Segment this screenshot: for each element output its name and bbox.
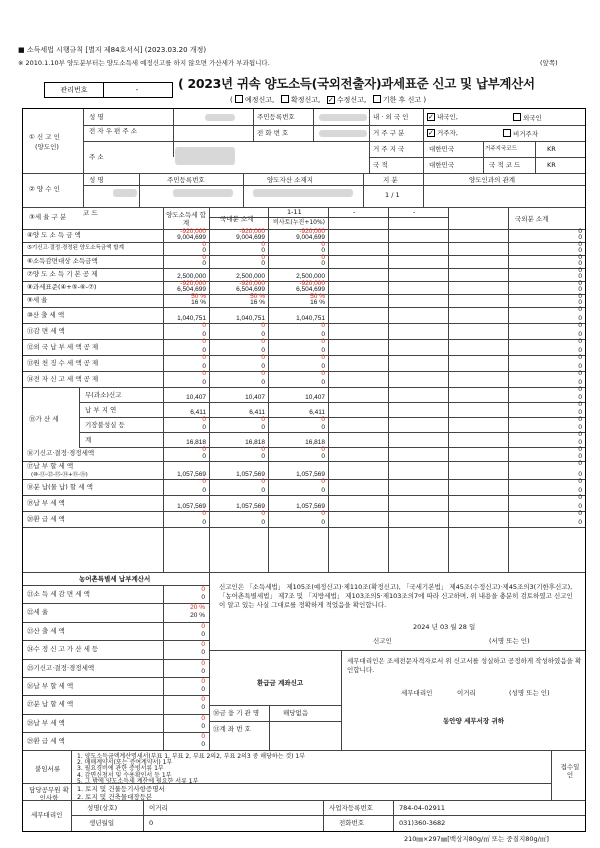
cell-value: 6,504,699 — [236, 286, 265, 293]
cell-value-zero: 0 — [321, 416, 325, 423]
cell-value-zero: 0 — [578, 293, 582, 300]
cell-value-zero: 0 — [202, 241, 206, 248]
cell-value: 6,411 — [249, 409, 265, 416]
refund-title: 환급금 계좌신고 — [257, 679, 304, 687]
cell-value-zero: 0 — [578, 424, 582, 431]
cell-value-zero: 0 — [321, 347, 325, 354]
cell-value-zero: 0 — [578, 370, 582, 377]
agri-value-zero: 0 — [201, 622, 205, 630]
form-title: ( 2023년 귀속 양도소득(국외전출자)과세표준 신고 및 납부계산서 — [178, 76, 535, 91]
cell-value-zero: 0 — [261, 478, 265, 485]
checkbox-icon[interactable] — [235, 95, 243, 103]
row-label: ⑫외 국 납 부 세 액 공 제 — [27, 343, 99, 351]
agri-value-zero: 0 — [201, 586, 205, 593]
cell-value-zero: 0 — [202, 322, 206, 329]
agri-value-zero: 0 — [201, 649, 205, 657]
cell-value-zero: 0 — [202, 510, 206, 517]
agent-biz-value: 784-04-02911 — [399, 804, 446, 812]
declaration-text: 신고인은 「소득세법」 제105조(예정신고)·제110조(확정신고), 「국세기본법」 제45조(수정신고)·제45조의3(기한후신고), 「농어촌특별세법」 제7조 및 「지방세법」 제103조의5·제103조의7에 따라 신고하며, 위 내용을 충분히 검토하였고 신고인이 알고 있는 사실 그대로를 정확하게 적었음을 확인합니다. — [219, 583, 573, 609]
redacted-id — [319, 114, 367, 121]
checkbox-icon[interactable] — [281, 95, 289, 103]
cell-value-zero: 0 — [202, 347, 206, 354]
transferee-location-label: 양도자산 소재지 — [267, 176, 314, 184]
cell-value-red: -920,000 — [180, 280, 206, 287]
nationality-opt1[interactable]: ✓ 내국인, — [427, 113, 458, 121]
cell-value-zero: 0 — [578, 347, 582, 354]
official-item: 2. 토지 및 건축물대장등본 — [77, 793, 153, 801]
residence-opt2[interactable]: 비거주자 — [503, 129, 538, 138]
agent-birth-label: 생년월일 — [89, 819, 115, 827]
row-label: ⑬원 천 징 수 세 액 공 제 — [27, 359, 99, 367]
cell-value-zero: 0 — [578, 338, 582, 345]
cell-value-zero: 0 — [261, 247, 265, 254]
cell-value: 16,818 — [305, 439, 325, 446]
transferee-share-label: 지 분 — [383, 176, 398, 184]
cell-value-zero: 0 — [202, 354, 206, 361]
cell-value-zero: 0 — [261, 446, 265, 453]
agent-biz-label: 사업자등록번호 — [329, 804, 373, 812]
country-code: KR — [547, 145, 556, 153]
cell-value-zero: 0 — [321, 363, 325, 370]
notice-text: ※ 2010.1.10부 양도분부터는 양도소득세 예정신고를 하지 않으면 가산세가 부과됩니다. — [18, 59, 270, 67]
row-label: 기장불성실 등 — [85, 421, 125, 429]
cell-value-red: -920,000 — [239, 280, 265, 287]
cell-value-zero: 0 — [261, 370, 265, 377]
declaration-date: 2024 년 03 월 28 일 — [413, 623, 476, 631]
cell-value-zero: 0 — [578, 379, 582, 386]
cell-value-zero: 0 — [261, 519, 265, 526]
cell-value: 10,407 — [245, 394, 265, 401]
cell-value-zero: 0 — [578, 510, 582, 517]
row-label: ⑤기신고·결정·경정된 양도소득금액 합계 — [27, 245, 124, 251]
cell-value: 9,004,699 — [236, 234, 265, 241]
cell-value: 9,004,699 — [177, 234, 206, 241]
cell-value-zero: 0 — [578, 471, 582, 478]
official-label: 담당공무원 확인사항 — [29, 786, 69, 802]
cell-value-zero: 0 — [578, 286, 582, 293]
fee-label: 접수일 인 — [560, 763, 580, 779]
cell-value-zero: 0 — [202, 424, 206, 431]
cell-value: 1,057,569 — [236, 503, 265, 510]
cell-value-zero: 0 — [321, 510, 325, 517]
agri-row-label: ㉓산 출 세 액 — [27, 626, 65, 635]
cell-value-zero: 0 — [321, 487, 325, 494]
agri-row-label: ㉑소 득 세 감 면 세 액 — [27, 590, 90, 598]
row-label: 납 부 지 연 — [85, 406, 117, 414]
cell-value-zero: 0 — [321, 354, 325, 361]
agri-value-zero: 0 — [201, 741, 205, 749]
row-label: ⑧과세표준(④+⑤-⑥-⑦) — [27, 283, 97, 291]
agri-rate: 20 % — [190, 612, 205, 620]
row-label: ⑨세 율 — [27, 296, 48, 304]
cell-value-zero: 0 — [578, 503, 582, 510]
total-col-label: 양도소득세 합 계 — [166, 211, 206, 227]
agri-value-zero: 0 — [201, 722, 205, 730]
cell-value-zero: 0 — [261, 322, 265, 329]
row-label: ⑲납 부 세 액 — [27, 499, 65, 507]
cell-value-zero: 0 — [261, 254, 265, 261]
agri-row-label: ㉕기신고·결정·경정세액 — [27, 663, 95, 672]
cell-value: 16 % — [310, 299, 325, 306]
row-label: ⑱분 납(물 납) 할 세 액 — [27, 483, 93, 491]
agri-value-zero: 0 — [201, 594, 205, 601]
redacted-field — [253, 189, 353, 197]
cell-value: 1,057,569 — [296, 503, 325, 510]
cell-value-zero: 0 — [578, 299, 582, 306]
row-label: ④양 도 소 득 금 액 — [27, 231, 81, 239]
cell-value-zero: 0 — [578, 247, 582, 254]
redacted-address — [175, 147, 235, 165]
form-body — [22, 108, 586, 832]
cell-value: 1,040,751 — [296, 315, 325, 322]
nat-code-label: 국 적 코 드 — [489, 161, 521, 169]
cell-value-zero: 0 — [578, 386, 582, 393]
cell-value-zero: 0 — [578, 431, 582, 438]
cell-value: 2,500,000 — [177, 273, 206, 280]
cell-value: 10,407 — [305, 394, 325, 401]
cell-value-zero: 0 — [578, 409, 582, 416]
nationality2-label: 국 적 — [373, 161, 388, 169]
cell-value-zero: 0 — [578, 478, 582, 485]
cell-value: 2,500,000 — [296, 273, 325, 280]
agent-name-label: 성명(상호) — [87, 804, 118, 812]
cell-value-zero: 0 — [578, 453, 582, 460]
choice-label: 확정신고, — [290, 96, 321, 104]
cell-value-zero: 0 — [578, 331, 582, 338]
cell-value-zero: 0 — [321, 241, 325, 248]
cell-value-zero: 0 — [202, 487, 206, 494]
row-label: ⑰납 부 할 세 액 — [27, 462, 74, 470]
cell-value-zero: 0 — [578, 487, 582, 494]
agri-value-zero: 0 — [201, 686, 205, 693]
agent-birth-value: 0 — [149, 819, 154, 827]
cell-value-zero: 0 — [261, 260, 265, 267]
checkbox-icon[interactable] — [503, 129, 511, 137]
cell-value-zero: 0 — [578, 460, 582, 467]
agri-row-label: ㉘납 부 세 액 — [27, 718, 65, 727]
cell-value-zero: 0 — [578, 446, 582, 453]
reporter-addr-label: 주 소 — [89, 153, 104, 161]
cell-value-red: -920,000 — [299, 228, 325, 235]
code-label: 코 드 — [83, 209, 98, 217]
agri-value-zero: 0 — [201, 641, 205, 649]
attachment-item: 1. 양도소득금액계산명세서(부표 1, 부표 2, 부표 2의2, 부표 2의3 중 해당하는 것) 1부 — [77, 753, 306, 760]
agri-row-label: ㉒세 율 — [27, 608, 49, 617]
cell-value-zero: 0 — [578, 228, 582, 235]
agri-title: 농어촌특별세 납부계산서 — [79, 575, 151, 583]
redacted-phone — [319, 130, 367, 137]
transferee-id-label: 주민등록번호 — [167, 176, 205, 184]
cell-value-zero: 0 — [202, 363, 206, 370]
cell-value-zero: 0 — [578, 306, 582, 313]
cell-value-red: -920,000 — [239, 228, 265, 235]
checkbox-icon[interactable] — [513, 113, 521, 121]
transferee-relation-label: 양도인과의 관계 — [469, 176, 516, 184]
agri-value-zero: 0 — [201, 714, 205, 722]
nat-code: KR — [547, 161, 556, 169]
agent-name-value: 이거리 — [149, 804, 168, 812]
cell-value-zero: 0 — [578, 439, 582, 446]
cell-value-zero: 0 — [261, 453, 265, 460]
cell-value-zero: 0 — [202, 370, 206, 377]
agent-label: 세무대리인 — [31, 811, 63, 819]
cell-value-zero: 0 — [321, 453, 325, 460]
agri-value-zero: 0 — [201, 733, 205, 741]
paper-spec: 210㎜×297㎜[백상지80g/㎡ 또는 중질지80g/㎡] — [404, 835, 549, 843]
row-label: ⑪감 면 세 액 — [27, 327, 65, 335]
cell-value-zero: 0 — [321, 247, 325, 254]
agri-value-zero: 0 — [201, 696, 205, 704]
cell-value-zero: 0 — [321, 424, 325, 431]
transferee-section-label: ② 양 수 인 — [29, 185, 60, 193]
cell-value-zero: 0 — [578, 401, 582, 408]
agri-row-label: ㉙환 급 세 액 — [27, 737, 65, 746]
cell-value-zero: 0 — [202, 519, 206, 526]
choice-label: 예정신고, — [244, 96, 275, 104]
cell-value-zero: 0 — [202, 254, 206, 261]
cell-value: 2,500,000 — [236, 273, 265, 280]
nationality-label: 내 · 외 국 인 — [373, 113, 409, 121]
reporter-signature: (서명 또는 인) — [489, 637, 530, 645]
cell-value-red: -920,000 — [180, 228, 206, 235]
agri-value-zero: 0 — [201, 659, 205, 667]
cell-value-zero: 0 — [202, 331, 206, 338]
attachment-item: 2. 매매계약서(또는 증여계약서) 1부 — [77, 759, 173, 767]
checkbox-icon[interactable] — [373, 95, 381, 103]
cell-value-zero: 0 — [261, 363, 265, 370]
tax-type-label: ③세 율 구 분 — [29, 213, 67, 221]
cell-value-zero: 0 — [321, 254, 325, 261]
report-type-choices: ( 예정신고, 확정신고, ✓ 수정신고, 기한 후 신고 ) — [230, 95, 426, 105]
agri-value-zero: 0 — [201, 630, 205, 638]
row-label: ⑭전 자 신 고 세 액 공 제 — [27, 375, 99, 383]
choice-label: 수정신고, — [336, 96, 367, 104]
attachment-item: 3. 필요경비에 관한 증빙서류 1부 — [77, 765, 164, 773]
cell-value-zero: 0 — [261, 379, 265, 386]
cell-value-zero: 0 — [578, 267, 582, 274]
residence-label: 거 주 구 분 — [373, 129, 405, 137]
transferee-name-label: 성 명 — [89, 176, 104, 184]
redacted-name — [205, 114, 235, 121]
cell-value: 16 % — [250, 299, 265, 306]
cell-value: 6,411 — [309, 409, 325, 416]
row-label: ⑯기신고·결정·경정세액 — [27, 449, 95, 457]
agri-row-label: ㉔수 정 신 고 가 산 세 등 — [27, 645, 99, 654]
cell-value-zero: 0 — [202, 338, 206, 345]
cell-value-zero: 0 — [321, 379, 325, 386]
agent-sign-name: 이거리 — [457, 689, 476, 697]
regulation-header: ■ 소득세법 시행규칙 [별지 제84호서식] (2023.03.20 개정) — [18, 46, 207, 54]
cell-value: 1,057,569 — [177, 471, 206, 478]
office-name: 동안양 세무서장 귀하 — [443, 717, 505, 725]
cell-value-zero: 0 — [202, 416, 206, 423]
cell-value: 6,411 — [190, 409, 206, 416]
cell-value-zero: 0 — [578, 394, 582, 401]
cell-value-zero: 0 — [578, 519, 582, 526]
row-label: ⑦양 도 소 득 기 본 공 제 — [27, 270, 98, 278]
checkbox-checked-icon[interactable] — [427, 129, 435, 137]
nationality2-value: 대한민국 — [429, 161, 455, 169]
mgmt-label: 관리번호 — [44, 82, 104, 98]
account-label: ㉛계 좌 번 호 — [213, 725, 251, 733]
row-label: 계 — [85, 436, 92, 444]
agent-declaration: 세무대리인은 조세전문자격자로서 위 신고서를 성실하고 공정하게 작성하였음을 확인합니다. — [347, 657, 582, 674]
cell-value-zero: 0 — [321, 322, 325, 329]
cell-value-zero: 0 — [261, 241, 265, 248]
cell-value-zero: 0 — [321, 478, 325, 485]
agri-rate-red: 20 % — [190, 604, 205, 612]
cell-value-zero: 0 — [578, 494, 582, 501]
redacted-field — [173, 189, 233, 197]
cell-value-zero: 0 — [578, 234, 582, 241]
reporter-name-label: 성 명 — [89, 113, 104, 121]
cell-value-zero: 0 — [578, 322, 582, 329]
cell-value: 9,004,699 — [296, 234, 325, 241]
row-sublabel: (⑩-⑪-⑫-⑬-⑭+⑮-⑯) — [31, 472, 88, 478]
domestic-total-label: 국내분 소계 — [220, 215, 254, 223]
attachment-item: 4. 감면신청서 및 수용확인서 등 1부 — [77, 771, 172, 779]
agent-phone-label: 전화번호 — [339, 819, 365, 827]
reporter-section-sub: (양도인) — [35, 143, 59, 151]
cell-value-zero: 0 — [321, 260, 325, 267]
agri-value-zero: 0 — [201, 704, 205, 712]
col1-sub: 비사토(누진+10%) — [273, 219, 326, 226]
col3-code: - — [413, 208, 416, 216]
cell-value-red: 50 % — [310, 293, 325, 300]
cell-value: 1,040,751 — [236, 315, 265, 322]
residence-opt1[interactable]: ✓ 거주자, — [427, 129, 458, 137]
cell-value-zero: 0 — [261, 331, 265, 338]
cell-value: 16,818 — [245, 439, 265, 446]
agri-value-zero: 0 — [201, 678, 205, 685]
row-label: ⑥소득감면대상 소득금액 — [27, 257, 98, 265]
reporter-sign-label: 신고인 — [373, 637, 392, 645]
col1-code: 1-11 — [287, 208, 302, 216]
cell-value-zero: 0 — [261, 510, 265, 517]
foreign-total-label: 국외분 소계 — [515, 215, 549, 223]
cell-value-zero: 0 — [261, 338, 265, 345]
nationality-opt2[interactable]: 외국인 — [513, 113, 542, 122]
cell-value-zero: 0 — [202, 478, 206, 485]
cell-value-zero: 0 — [321, 446, 325, 453]
attachment-item: 5. 그 밖에 양도소득세 계산에 필요한 서류 1부 — [77, 777, 199, 785]
bank-label: ㉚금 융 기 관 명 — [213, 709, 260, 717]
cell-value-zero: 0 — [321, 331, 325, 338]
cell-value-zero: 0 — [261, 347, 265, 354]
reporter-phone-label: 전 화 번 호 — [257, 129, 289, 137]
cell-value-zero: 0 — [578, 315, 582, 322]
country-label: 거 주 지 국 — [373, 145, 405, 153]
country-code-label: 거주지국코드 — [485, 146, 517, 152]
cell-value: 16 % — [191, 299, 206, 306]
cell-value: 10,407 — [186, 394, 206, 401]
page-side: (앞쪽) — [540, 59, 558, 67]
cell-value: 1,040,751 — [177, 315, 206, 322]
cell-value-zero: 0 — [202, 260, 206, 267]
cell-value-red: 50 % — [250, 293, 265, 300]
agri-row-label: ㉗분 납 할 세 액 — [27, 700, 74, 709]
cell-value: 6,504,699 — [177, 286, 206, 293]
attachments-label: 붙임서류 — [35, 765, 61, 773]
cell-value-zero: 0 — [578, 273, 582, 280]
redacted-field — [113, 189, 137, 197]
row-label: ⑩산 출 세 액 — [27, 311, 65, 319]
cell-value: 1,057,569 — [296, 471, 325, 478]
share-value: 1 / 1 — [385, 191, 400, 199]
cell-value: 1,057,569 — [236, 471, 265, 478]
cell-value-zero: 0 — [321, 519, 325, 526]
cell-value-zero: 0 — [578, 254, 582, 261]
cell-value-zero: 0 — [578, 241, 582, 248]
mgmt-value: - — [102, 82, 173, 98]
agri-value-zero: 0 — [201, 667, 205, 675]
cell-value-zero: 0 — [202, 379, 206, 386]
cell-value-zero: 0 — [261, 354, 265, 361]
cell-value-zero: 0 — [261, 487, 265, 494]
agent-phone-value: 031)360-3682 — [399, 819, 446, 827]
cell-value-zero: 0 — [321, 338, 325, 345]
cell-value-zero: 0 — [261, 424, 265, 431]
cell-value-zero: 0 — [202, 453, 206, 460]
cell-value-zero: 0 — [202, 247, 206, 254]
cell-value-zero: 0 — [202, 446, 206, 453]
bank-value: 해당없음 — [283, 709, 309, 717]
reporter-id-label: 주민등록번호 — [257, 113, 295, 121]
col2-code: - — [353, 208, 356, 216]
cell-value: 1,057,569 — [177, 503, 206, 510]
agent-sign-label: 세무대리인 — [401, 689, 433, 697]
cell-value-zero: 0 — [578, 363, 582, 370]
choice-label: 기한 후 신고 — [382, 96, 422, 104]
cell-value-zero: 0 — [261, 416, 265, 423]
cell-value-zero: 0 — [578, 354, 582, 361]
cell-value-zero: 0 — [578, 280, 582, 287]
penalty-label: ⑮가 산 세 — [29, 415, 59, 423]
official-item: 1. 토지 및 건물등기사항증명서 — [77, 785, 165, 793]
agent-signature: (성명 또는 인) — [509, 689, 550, 697]
reporter-section-label: ① 신 고 인 — [29, 133, 60, 141]
cell-value: 6,504,699 — [296, 286, 325, 293]
country-value: 대한민국 — [429, 145, 455, 153]
cell-value: 16,818 — [186, 439, 206, 446]
row-label: ⑳환 급 세 액 — [27, 515, 65, 523]
reporter-email-label: 전 자 우 편 주 소 — [89, 127, 138, 135]
checkbox-checked-icon[interactable] — [327, 96, 335, 104]
cell-value-red: -920,000 — [299, 280, 325, 287]
checkbox-checked-icon[interactable] — [427, 113, 435, 121]
row-label: 무(과소)신고 — [85, 391, 122, 399]
agri-row-label: ㉖납 부 할 세 액 — [27, 682, 74, 690]
cell-value-red: 50 % — [191, 293, 206, 300]
cell-value-zero: 0 — [321, 370, 325, 377]
cell-value-zero: 0 — [578, 260, 582, 267]
cell-value-zero: 0 — [578, 416, 582, 423]
